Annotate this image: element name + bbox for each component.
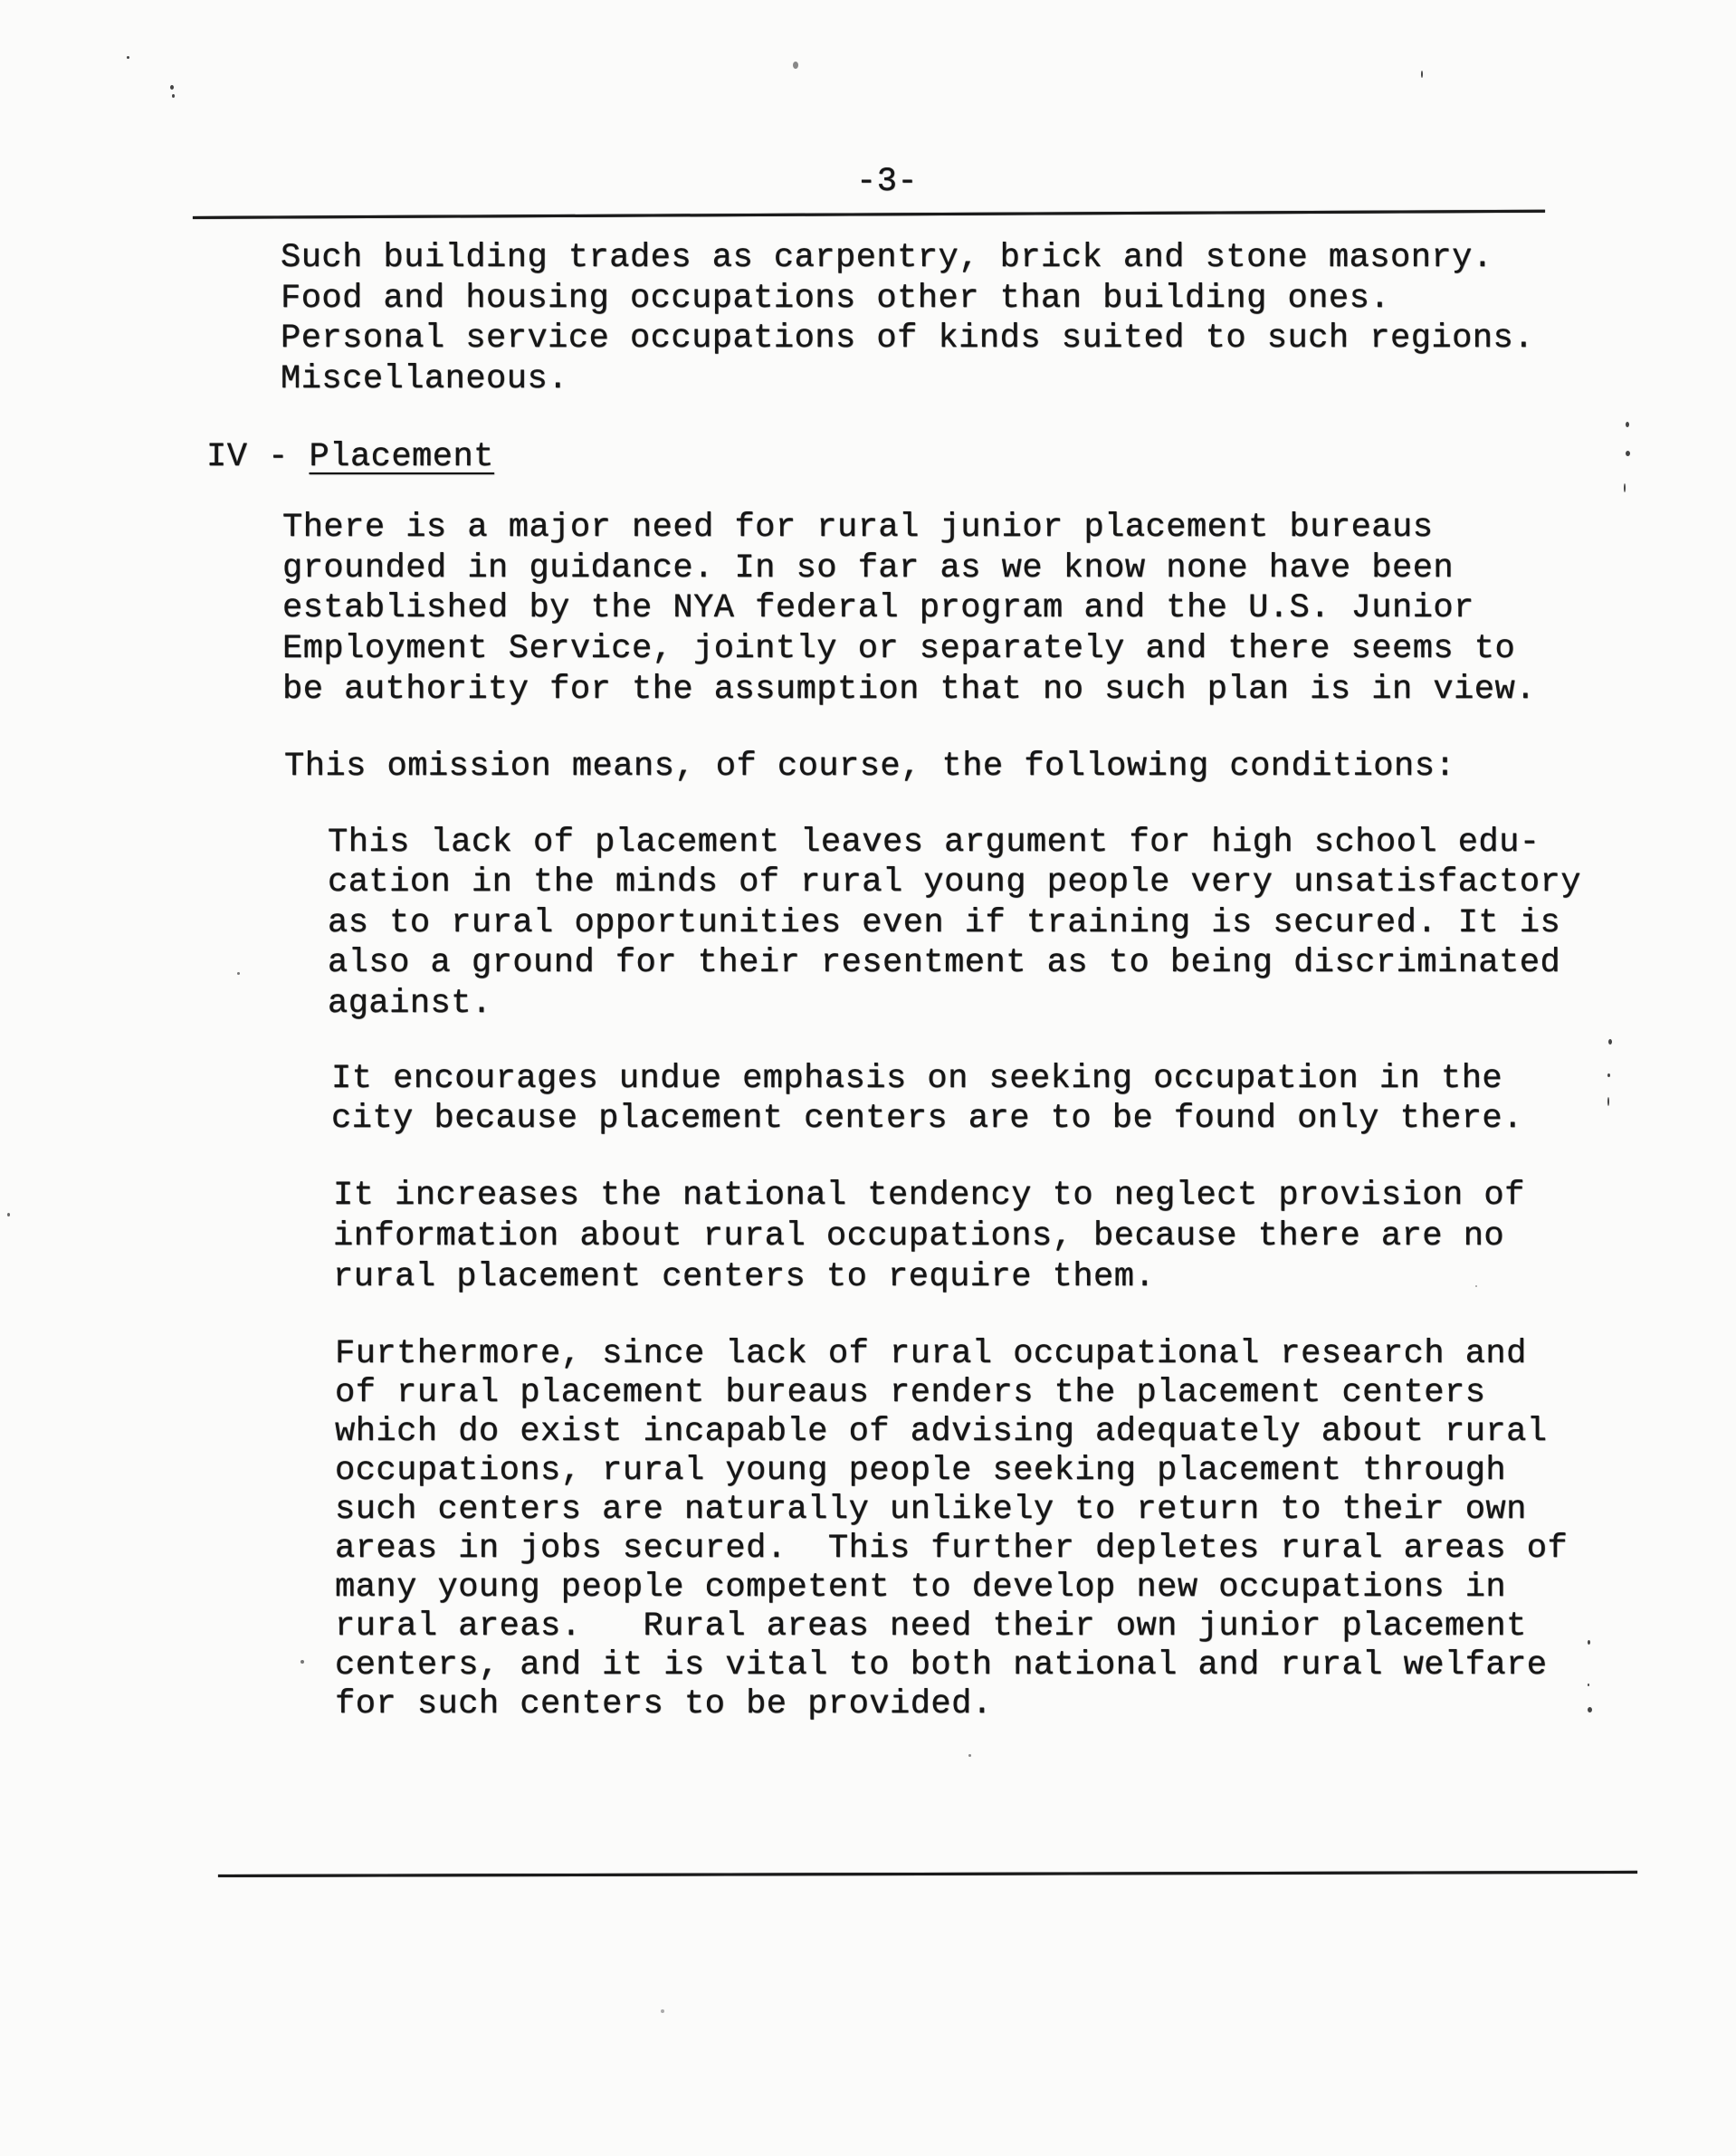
condition-line: for such centers to be provided. [335,1685,993,1723]
condition-line: as to rural opportunities even if training is secured. It is [328,904,1561,942]
scan-speck [661,2009,664,2013]
scan-speck [127,56,129,59]
condition-line: cation in the minds of rural young people very unsatisfactory [328,863,1581,902]
scan-speck [1624,483,1626,492]
scan-speck [1475,1285,1477,1287]
condition-line: city because placement centers are to be found only there. [331,1100,1523,1138]
condition-line: many young people competent to develop new occupations in [335,1569,1507,1607]
section-heading [206,438,494,476]
scan-speck [1626,422,1629,427]
paragraph-line: This omission means, of course, the following conditions: [284,748,1456,786]
bottom-rule [218,1871,1637,1877]
scan-speck [968,1754,971,1757]
scan-speck [1421,71,1423,78]
scan-speck [1588,1684,1589,1686]
condition-line: also a ground for their resentment as to being discriminated [328,944,1561,982]
scan-speck [237,972,240,975]
section-numeral: IV - [206,438,310,476]
condition-line: rural areas. Rural areas need their own junior placement [335,1607,1527,1646]
intro-line: Personal service occupations of kinds suited to such regions. [281,320,1534,358]
scan-speck [170,85,174,90]
section-title: Placement [309,438,494,476]
condition-line: which do exist incapable of advising adequately about rural [335,1413,1548,1451]
scan-speck [1607,1073,1610,1077]
condition-line: It increases the national tendency to neglect provision of [333,1177,1525,1215]
paragraph-line: established by the NYA federal program and the U.S. Junior [282,589,1474,627]
scan-speck [1588,1707,1592,1712]
scan-speck [300,1660,304,1664]
page-number: -3- [856,163,919,201]
paragraph-line: be authority for the assumption that no such plan is in view. [282,671,1536,709]
top-rule [193,210,1545,219]
scan-speck [172,94,175,98]
condition-line: This lack of placement leaves argument for high school edu- [328,824,1540,862]
condition-line: occupations, rural young people seeking placement through [335,1452,1507,1490]
intro-line: Such building trades as carpentry, brick and stone masonry. [281,239,1493,277]
scan-speck [7,1213,10,1216]
paragraph-line: Employment Service, jointly or separately and there seems to [282,630,1516,668]
condition-line: It encourages undue emphasis on seeking occupation in the [331,1060,1503,1098]
condition-line: areas in jobs secured. This further depletes rural areas of [335,1530,1569,1568]
intro-line: Food and housing occupations other than building ones. [281,280,1390,318]
scan-speck [1588,1640,1590,1645]
condition-line: of rural placement bureaus renders the placement centers [335,1374,1486,1412]
paragraph-line: grounded in guidance. In so far as we know none have been [282,549,1455,587]
condition-line: centers, and it is vital to both national and rural welfare [335,1646,1548,1684]
condition-line: Furthermore, since lack of rural occupational research and [335,1335,1527,1373]
condition-line: information about rural occupations, because there are no [333,1217,1505,1255]
condition-line: such centers are naturally unlikely to return to their own [335,1491,1527,1529]
scan-speck [793,62,798,69]
scan-speck [1626,451,1630,456]
paragraph-line: There is a major need for rural junior placement bureaus [282,509,1434,547]
condition-line: rural placement centers to require them. [333,1258,1156,1296]
condition-line: against. [328,985,492,1023]
scan-speck [1608,1039,1612,1045]
scan-speck [1607,1097,1609,1106]
intro-line: Miscellaneous. [281,360,568,398]
